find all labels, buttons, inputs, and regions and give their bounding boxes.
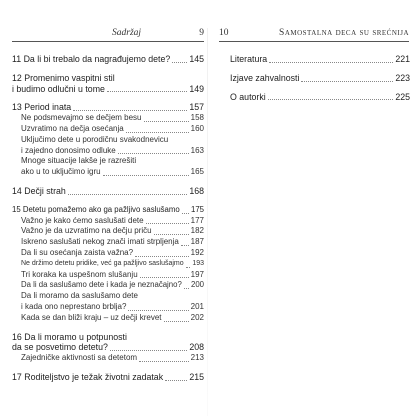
dot-leader (107, 91, 187, 92)
toc-entry-title: Literatura (230, 54, 268, 64)
toc-page-number: 168 (189, 185, 204, 196)
dot-leader (182, 213, 189, 214)
toc-page-number: 145 (189, 54, 204, 64)
toc-section-entry (21, 259, 204, 270)
right-running-title: Samostalna deca su srećnija (279, 28, 409, 38)
toc-section-entry (21, 313, 204, 324)
toc-section-entry (21, 226, 204, 237)
toc-chapter-entry (12, 73, 204, 95)
toc-entry-title: Da li su osećanja zaista važna? (21, 247, 134, 257)
toc-chapter-entry (230, 54, 410, 65)
toc-entry-title: Izjave zahvalnosti (230, 72, 300, 83)
toc-section-entry (21, 237, 204, 248)
toc-chapter-entry (12, 332, 204, 354)
toc-entry-title: i kada ono neprestano brblja? (21, 301, 127, 311)
dot-leader (269, 62, 393, 63)
toc-page-number: 202 (190, 312, 204, 322)
dot-leader (172, 62, 187, 63)
toc-page-number: 200 (190, 280, 204, 290)
toc-page-number: 208 (189, 342, 204, 353)
toc-entry-row (230, 54, 410, 65)
toc-entry-row (21, 237, 204, 248)
toc-section-entry (21, 113, 204, 124)
dot-leader (140, 277, 189, 278)
toc-section-entry (21, 248, 204, 259)
dot-leader (186, 267, 191, 268)
dot-leader (103, 175, 189, 176)
toc-entry-title-line: 12 Promenimo vaspitni stil (12, 72, 115, 83)
toc-entry-row (12, 102, 204, 113)
dot-leader (144, 121, 189, 122)
toc-page-number: 221 (395, 54, 410, 64)
toc-page-number: 201 (190, 301, 204, 311)
toc-entry-row (230, 92, 410, 103)
toc-section-entry (21, 135, 204, 157)
toc-section-entry (21, 353, 204, 364)
toc-section-entry (21, 291, 204, 313)
left-page-number: 9 (199, 28, 204, 38)
toc-entry-title: ako u to uključimo igru (21, 167, 101, 177)
left-running-title: Sadržaj (112, 28, 142, 38)
toc-entry-title: 15 Detetu pomažemo ako ga pažljivo saslušamo (12, 204, 180, 214)
dot-leader (68, 194, 188, 195)
table-of-contents-left (12, 54, 204, 383)
toc-entry-title: Da li da saslušamo dete i kada je neznačajno? (21, 280, 182, 290)
toc-entry-row (21, 259, 204, 270)
toc-page-number: 225 (395, 91, 410, 102)
toc-entry-title: Važno je kako ćemo saslušati dete (21, 215, 144, 225)
toc-section-entry (21, 280, 204, 291)
toc-section-entry (21, 124, 204, 135)
dot-leader (146, 223, 189, 224)
toc-page-number: 165 (190, 167, 204, 177)
dot-leader (128, 310, 188, 311)
toc-entry-title: Uzvratimo na dečja osećanja (21, 123, 124, 133)
toc-entry-row (21, 146, 204, 157)
toc-entry-title: 11 Da li bi trebalo da nagrađujemo dete? (12, 54, 171, 64)
toc-entry-title: Tri koraka ka uspešnom slušanju (21, 269, 138, 279)
toc-entry-row (21, 216, 204, 227)
toc-entry-row (12, 186, 204, 197)
toc-entry-row (21, 167, 204, 178)
toc-section-entry (21, 156, 204, 178)
right-page (208, 0, 416, 416)
dot-leader (165, 380, 187, 381)
dot-leader (164, 321, 189, 322)
toc-entry-row (12, 372, 204, 383)
toc-page-number: 197 (190, 269, 204, 279)
toc-entry-title-line: 16 Da li moramo u potpunosti (12, 331, 127, 342)
toc-entry-row (12, 54, 204, 65)
toc-entry-row (12, 342, 204, 353)
toc-entry-row (21, 302, 204, 313)
dot-leader (184, 288, 189, 289)
toc-entry-title: 14 Dečji strah (12, 185, 66, 196)
toc-entry-title: Kada se dan bliži kraju – uz dečji krevet (21, 312, 162, 322)
toc-page-number: 223 (395, 72, 410, 83)
toc-chapter-entry (12, 102, 204, 113)
toc-entry-title: 13 Period inata (12, 102, 72, 113)
toc-entry-title: 17 Roditeljstvo je težak životni zadatak (12, 371, 164, 382)
toc-entry-row (21, 113, 204, 124)
right-page-number: 10 (219, 28, 229, 38)
toc-entry-title: da se posvetimo detetu? (12, 342, 108, 353)
toc-entry-row (12, 205, 204, 216)
toc-entry-row (230, 73, 410, 84)
toc-chapter-entry (12, 205, 204, 216)
dot-leader (154, 234, 189, 235)
toc-entry-title: i budimo odlučni u tome (12, 83, 105, 94)
toc-page-number: 215 (189, 371, 204, 382)
toc-page-number: 158 (190, 113, 204, 123)
toc-chapter-entry (230, 92, 410, 103)
dot-leader (118, 153, 189, 154)
toc-page-number: 177 (190, 215, 204, 225)
dot-leader (139, 361, 189, 362)
toc-entry-row (21, 353, 204, 364)
dot-leader (301, 81, 393, 82)
toc-chapter-entry (12, 186, 204, 197)
dot-leader (181, 245, 189, 246)
toc-chapter-entry (230, 73, 410, 84)
toc-entry-row (21, 226, 204, 237)
toc-page-number: 193 (192, 259, 204, 267)
toc-entry-row (21, 313, 204, 324)
toc-page-number: 149 (189, 83, 204, 94)
toc-entry-title: i zajedno donosimo odluke (21, 145, 116, 155)
toc-page-number: 192 (190, 247, 204, 257)
toc-page-number: 160 (190, 123, 204, 133)
toc-entry-row (21, 124, 204, 135)
right-running-head (219, 22, 409, 42)
toc-entry-title: Važno je da uzvratimo na dečju priču (21, 226, 152, 236)
dot-leader (73, 110, 187, 111)
toc-entry-title: Zajedničke aktivnosti sa detetom (21, 353, 138, 363)
toc-entry-title: Iskreno saslušati nekog znači imati strpljenja (21, 237, 179, 247)
toc-entry-row (21, 280, 204, 291)
toc-page-number: 187 (190, 237, 204, 247)
toc-page-number: 157 (189, 102, 204, 113)
toc-entry-row (12, 84, 204, 95)
dot-leader (110, 350, 187, 351)
toc-entry-title-line: Uključimo dete u porodičnu svakodnevicu (21, 134, 169, 144)
toc-entry-title-line: Mnoge situacije lakše je razrešiti (21, 156, 137, 166)
toc-page-number: 175 (190, 204, 204, 214)
left-page (0, 0, 207, 416)
toc-entry-title: Ne držimo detetu pridike, već ga pažljivo saslušajmo (21, 259, 184, 267)
toc-chapter-entry (12, 372, 204, 383)
dot-leader (268, 99, 394, 100)
dot-leader (135, 256, 189, 257)
dot-leader (126, 132, 189, 133)
toc-page-number: 213 (190, 353, 204, 363)
toc-section-entry (21, 216, 204, 227)
toc-entry-title: O autorki (230, 91, 266, 102)
left-running-head (12, 22, 204, 42)
toc-entry-row (21, 270, 204, 281)
toc-page-number: 163 (190, 145, 204, 155)
toc-chapter-entry (12, 54, 204, 65)
toc-page-number: 182 (190, 226, 204, 236)
toc-section-entry (21, 270, 204, 281)
table-of-contents-right (230, 54, 410, 102)
toc-entry-title-line: Da li moramo da saslušamo dete (21, 291, 138, 301)
toc-entry-row (21, 248, 204, 259)
toc-entry-title: Ne podsmevajmo se dečjem besu (21, 113, 142, 123)
